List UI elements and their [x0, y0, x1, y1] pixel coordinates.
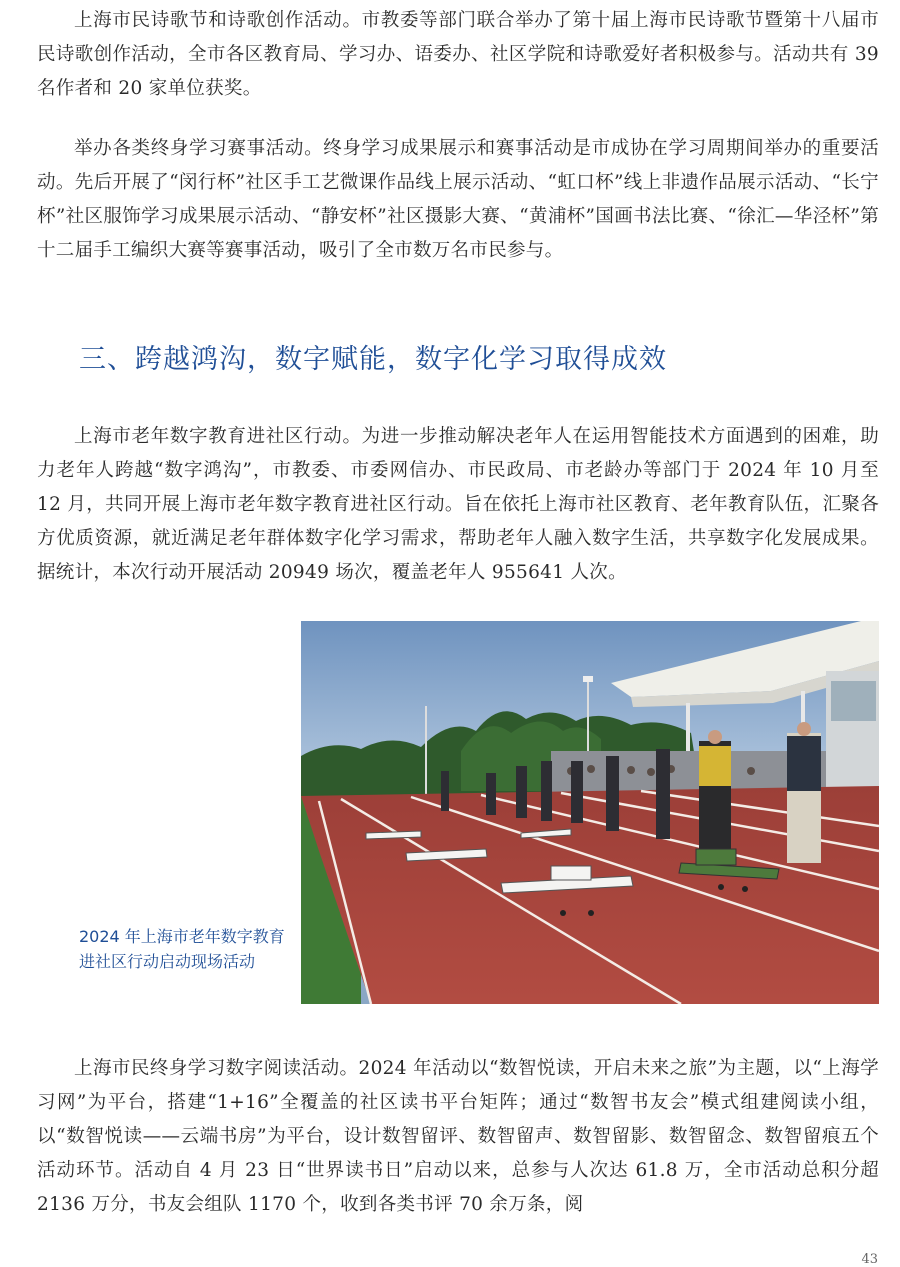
paragraph-digital-reading: 上海市民终身学习数字阅读活动。2024 年活动以“数智悦读，开启未来之旅”为主题，以“上海学习网”为平台，搭建“1+16”全覆盖的社区读书平台矩阵；通过“数智书友会”模式组建阅读小组，以“数智悦读——云端书房”为平台，设计数智留评、数智留声、数智留影、数智留念、数智留痕五个活动环节。活动自 4 月 23 日“世界读书日”启动以来，总参与人次达 61.8 万，全市活动总积分超 2136 万分，书友会组队 1170 个，收到各类书评 70 余万条，阅 [37, 1058, 879, 1215]
paragraph-learning-competitions: 举办各类终身学习赛事活动。终身学习成果展示和赛事活动是市成协在学习周期间举办的重要活动。先后开展了“闵行杯”社区手工艺微课作品线上展示活动、“虹口杯”线上非遗作品展示活动、“长宁杯”社区服饰学习成果展示活动、“静安杯”社区摄影大赛、“黄浦杯”国画书法比赛、“徐汇—华泾杯”第十二届手工编织大赛等赛事活动，吸引了全市数万名市民参与。 [37, 138, 879, 261]
section-heading: 三、跨越鸿沟，数字赋能，数字化学习取得成效 [79, 344, 667, 375]
page-number: 43 [861, 1252, 878, 1267]
paragraph-senior-digital-education: 上海市老年数字教育进社区行动。为进一步推动解决老年人在运用智能技术方面遇到的困难，助力老年人跨越“数字鸿沟”，市教委、市委网信办、市民政局、市老龄办等部门于 2024 年 10 月至 12 月，共同开展上海市老年数字教育进社区行动。旨在依托上海市社区教育、老年教育队伍，汇聚各方优质资源，就近满足老年群体数字化学习需求，帮助老年人融入数字生活，共享数字化发展成果。据统计，本次行动开展活动 20949 场次，覆盖老年人 955641 人次。 [37, 426, 879, 583]
paragraph-poetry-festival: 上海市民诗歌节和诗歌创作活动。市教委等部门联合举办了第十届上海市民诗歌节暨第十八届市民诗歌创作活动，全市各区教育局、学习办、语委办、社区学院和诗歌爱好者积极参与。活动共有 39 名作者和 20 家单位获奖。 [37, 10, 879, 99]
event-photo [301, 621, 879, 1004]
photo-caption: 2024 年上海市老年数字教育进社区行动启动现场活动 [79, 927, 285, 971]
